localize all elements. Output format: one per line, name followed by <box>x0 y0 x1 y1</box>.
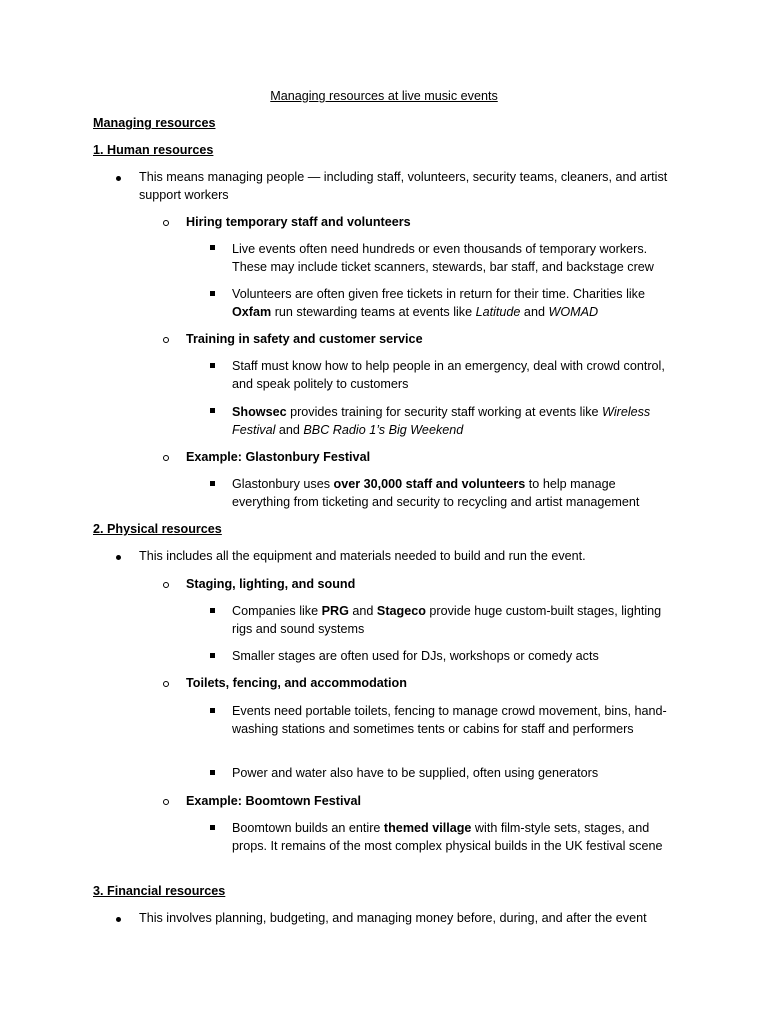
bullet-dot-icon <box>116 917 121 922</box>
human-training-p1: Staff must know how to help people in an emergency, deal with crowd control, and speak politely to customers <box>232 359 665 391</box>
bullet-square-icon <box>210 481 215 486</box>
section-heading-financial: 3. Financial resources <box>93 884 226 898</box>
physical-staging-p2: Smaller stages are often used for DJs, workshops or comedy acts <box>232 649 599 663</box>
physical-staging-label: Staging, lighting, and sound <box>186 577 356 591</box>
physical-toilets-label: Toilets, fencing, and accommodation <box>186 676 407 690</box>
bullet-circle-icon <box>163 220 169 226</box>
human-training-p2: Showsec provides training for security staff working at events like Wireless Festival and BBC Radio 1’s Big Weekend <box>232 405 651 437</box>
section-heading-human: 1. Human resources <box>93 143 214 157</box>
physical-toilets-p1: Events need portable toilets, fencing to manage crowd movement, bins, hand-washing stations and sometimes tents or cabins for staff and performers <box>232 704 667 736</box>
bullet-circle-icon <box>163 455 169 461</box>
bullet-dot-icon <box>116 555 121 560</box>
bullet-square-icon <box>210 653 215 658</box>
bullet-circle-icon <box>163 681 169 687</box>
human-example-p1: Glastonbury uses over 30,000 staff and volunteers to help manage everything from ticketing and security to recycling and artist management <box>232 477 640 509</box>
human-hiring-p1: Live events often need hundreds or even thousands of temporary workers. These may include ticket scanners, stewards, bar staff, and backstage crew <box>232 242 654 274</box>
bullet-circle-icon <box>163 337 169 343</box>
bullet-square-icon <box>210 608 215 613</box>
bullet-square-icon <box>210 825 215 830</box>
bullet-square-icon <box>210 291 215 296</box>
section-heading-physical: 2. Physical resources <box>93 522 222 536</box>
bullet-circle-icon <box>163 799 169 805</box>
bullet-square-icon <box>210 708 215 713</box>
bullet-square-icon <box>210 245 215 250</box>
human-training-label: Training in safety and customer service <box>186 332 423 346</box>
physical-example-p1: Boomtown builds an entire themed village with film-style sets, stages, and props. It remains of the most complex physical builds in the UK festival scene <box>232 821 663 853</box>
financial-intro: This involves planning, budgeting, and managing money before, during, and after the event <box>139 911 647 925</box>
human-example-label: Example: Glastonbury Festival <box>186 450 371 464</box>
physical-toilets-p2: Power and water also have to be supplied, often using generators <box>232 766 599 780</box>
bullet-square-icon <box>210 363 215 368</box>
document-title: Managing resources at live music events <box>270 89 498 103</box>
bullet-dot-icon <box>116 176 121 181</box>
bullet-circle-icon <box>163 582 169 588</box>
physical-example-label: Example: Boomtown Festival <box>186 794 361 808</box>
physical-staging-p1: Companies like PRG and Stageco provide huge custom-built stages, lighting rigs and sound systems <box>232 604 662 636</box>
bullet-square-icon <box>210 770 215 775</box>
human-hiring-label: Hiring temporary staff and volunteers <box>186 215 411 229</box>
physical-intro: This includes all the equipment and materials needed to build and run the event. <box>139 549 586 563</box>
bullet-square-icon <box>210 408 215 413</box>
main-heading: Managing resources <box>93 116 216 130</box>
human-hiring-p2: Volunteers are often given free tickets in return for their time. Charities like Oxfam run stewarding teams at events like Latitude and WOMAD <box>232 287 645 319</box>
human-intro: This means managing people — including staff, volunteers, security teams, cleaners, and artist support workers <box>139 170 668 202</box>
